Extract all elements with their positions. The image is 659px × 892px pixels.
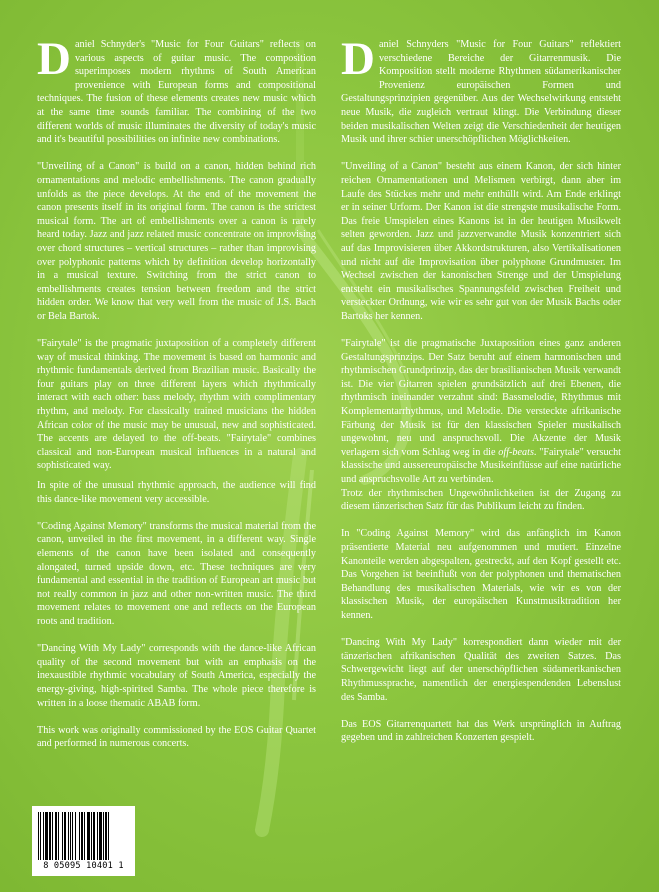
coding-paragraph-de: In "Coding Against Memory" wird das anfänglich im Kanon präsentierte Material neu aufgenommen und mutiert. Einzelne Kanonteile werden abgespalten, gestreckt, auf den Kopf gestellt etc. Das Vorgehen ist beeinflußt von der polyphonen und thematischen Behandlung des musikalischen Materials, wie wir es von der klassischen Musik, der europäischen Kunstmusiktradition her kennen. xyxy=(341,528,621,621)
unveiling-paragraph: "Unveiling of a Canon" is build on a canon, hidden behind rich ornamentations and melodic embellishments. The canon gradually unfolds as the piece develops. At the end of the movement the canon presents itself in its original form. The canon is the strictest musical form. The art of embellishments over a canon is rarely heard today. Jazz and jazz related music concentrate on improvising over chord structures – vertical structures – rather than improvising over polyphonic patterns which by definition develop horizontally in a musical texture. Switching from the strict canon to embellishments creates tension between freedom and the strict hidden order. We know that very well from the music of J.S. Bach or Bela Bartok. xyxy=(37,161,316,322)
dancing-paragraph-de: "Dancing With My Lady" korrespondiert dann wieder mit der tänzerischen afrikanischen Qualität des zweiten Satzes. Das Schwergewicht liegt auf der unerschöpflichen südamerikanischen Rhythmussprache, namentlich der energiespendenden Lebenslust des Samba. xyxy=(341,637,621,703)
drop-cap-letter-de: D xyxy=(341,33,375,85)
german-text-column xyxy=(341,33,621,758)
fairytale-paragraph-de xyxy=(341,337,621,487)
intro-text-de: aniel Schnyders "Music for Four Guitars" reflektiert verschiedene Bereiche der Gitarrenmusik. Die Komposition stellt moderne Rhythmen südamerikanischer Provenienz europäischen Formen und Gestaltungsprinzipien gegenüber. Aus der Wechselwirkung entsteht neue Musik, die zugleich vertraut klingt. Die Verbindung dieser beiden musikalischen Welten zeigt die Verschiedenheit der heutigen Musik und ihrer schier unerschöpflichen Möglichkeiten. xyxy=(341,39,621,146)
drop-cap-letter: D xyxy=(37,33,71,85)
coding-paragraph: "Coding Against Memory" transforms the musical material from the canon, unveiled in the first movement, in a different way. Single elements of the canon have been isolated and consequently alongated, turned upside down, etc. These techniques are very fundamental and essential in the tradition of European art music but not really common in jazz and other non-written music. The third movement relates to movement one and reflects on the European roots and tradition. xyxy=(37,520,316,627)
accessibility-paragraph-de: Trotz der rhythmischen Ungewöhnlichkeiten ist der Zugang zu diesem tänzerischen Satz für das Publikum leicht zu finden. xyxy=(341,487,621,513)
dancing-paragraph: "Dancing With My Lady" corresponds with the dance-like African quality of the second movement but with an emphasis on the inexaustible rhythmic vocabulary of South America, especially the energy-giving, high-spirited Samba. The whole piece therefore is written in a loose thematic ABAB form. xyxy=(37,643,316,709)
barcode xyxy=(32,806,135,876)
intro-paragraph xyxy=(37,33,316,147)
unveiling-paragraph-de: "Unveiling of a Canon" besteht aus einem Kanon, der sich hinter reichen Ornamentationen und Melismen verbirgt, dann aber im Laufe des Stückes mehr und mehr enthüllt wird. Am Ende erklingt er in seiner Urform. Der Kanon ist die strengste musikalische Form. Das freie Umspielen eines Kanons ist in der heutigen Musikwelt selten geworden. Jazz und jazzverwandte Musik konzentriert sich auf das Improvisieren über Akkordstrukturen, also Vertikalisationen und nicht auf die Improvisation über polyphone Grundmuster. Im Wechsel zwischen der kanonischen Strenge und der Umspielung entsteht ein musikalisches Spannungsfeld zwischen Freiheit und versteckter Ordnung, wie wir es sehr gut von der Musik Bachs oder Bartoks her kennen. xyxy=(341,161,621,322)
fairytale-paragraph: "Fairytale" is the pragmatic juxtaposition of a completely different way of musical thinking. The movement is based on harmonic and rhythmic fundamentals derived from Brazilian music. Basically the four guitars play on three different layers which rhythmically interact with each other: bass melody, rhythm with complimentary rhythm, and melody. For classically trained musicians the hidden African color of the music may be unusual, new and sophisticated. The accents are delayed to the off-beats. "Fairytale" combines classical and non-European musical influences in a natural and sophisticated way. xyxy=(37,338,316,472)
intro-paragraph-de xyxy=(341,33,621,147)
off-beats-italic: off-beats xyxy=(498,446,534,458)
accessibility-paragraph: In spite of the unusual rhythmic approach, the audience will find this dance-like movement very accessible. xyxy=(37,480,316,505)
english-text-column xyxy=(37,33,316,764)
fairytale-text-de-end: . "Fairytale" versucht klassische und aussereuropäische Musikeinflüsse auf eine natürliche und anspruchsvolle Art zu verbinden. xyxy=(341,446,621,485)
fairytale-text-de-start: "Fairytale" ist die pragmatische Juxtaposition eines ganz anderen Gestaltungsprinzips. Der Satz beruht auf einem harmonischen und rhythmischen Grundprinzip, das der brasilianischen Musik verwandt ist. Die vier Gitarren spielen grundsätzlich auf drei Ebenen, die rhythmisch ineinander verzahnt sind: Bassmelodie, Rhythmus mit Komplementarrhythmus, und Melodie. Die versteckte afrikanische Färbung der Musik ist für den klassischen Spieler musikalisch ungewohnt, neu und anspruchsvoll. Die Akzente der Musik verlagern sich vom Schlag weg in die xyxy=(341,338,621,458)
commission-paragraph: This work was originally commissioned by the EOS Guitar Quartet and performed in numerous concerts. xyxy=(37,724,316,750)
barcode-bars-graphic xyxy=(38,812,129,860)
commission-paragraph-de: Das EOS Gitarrenquartett hat das Werk ursprünglich in Auftrag gegeben und in zahlreichen Konzerten gespielt. xyxy=(341,718,621,744)
barcode-number: 8 05095 10401 1 xyxy=(43,861,124,871)
intro-text: aniel Schnyder's "Music for Four Guitars" reflects on various aspects of guitar music. The composition superimposes modern rhythms of South American provenience with European forms and compositional techniques. The fusion of these elements creates new music which at the same time sounds familiar. The combining of the two different worlds of music illuminates the diversity of today's music and it's beautiful possibilities on infinite new combinations. xyxy=(37,39,316,146)
